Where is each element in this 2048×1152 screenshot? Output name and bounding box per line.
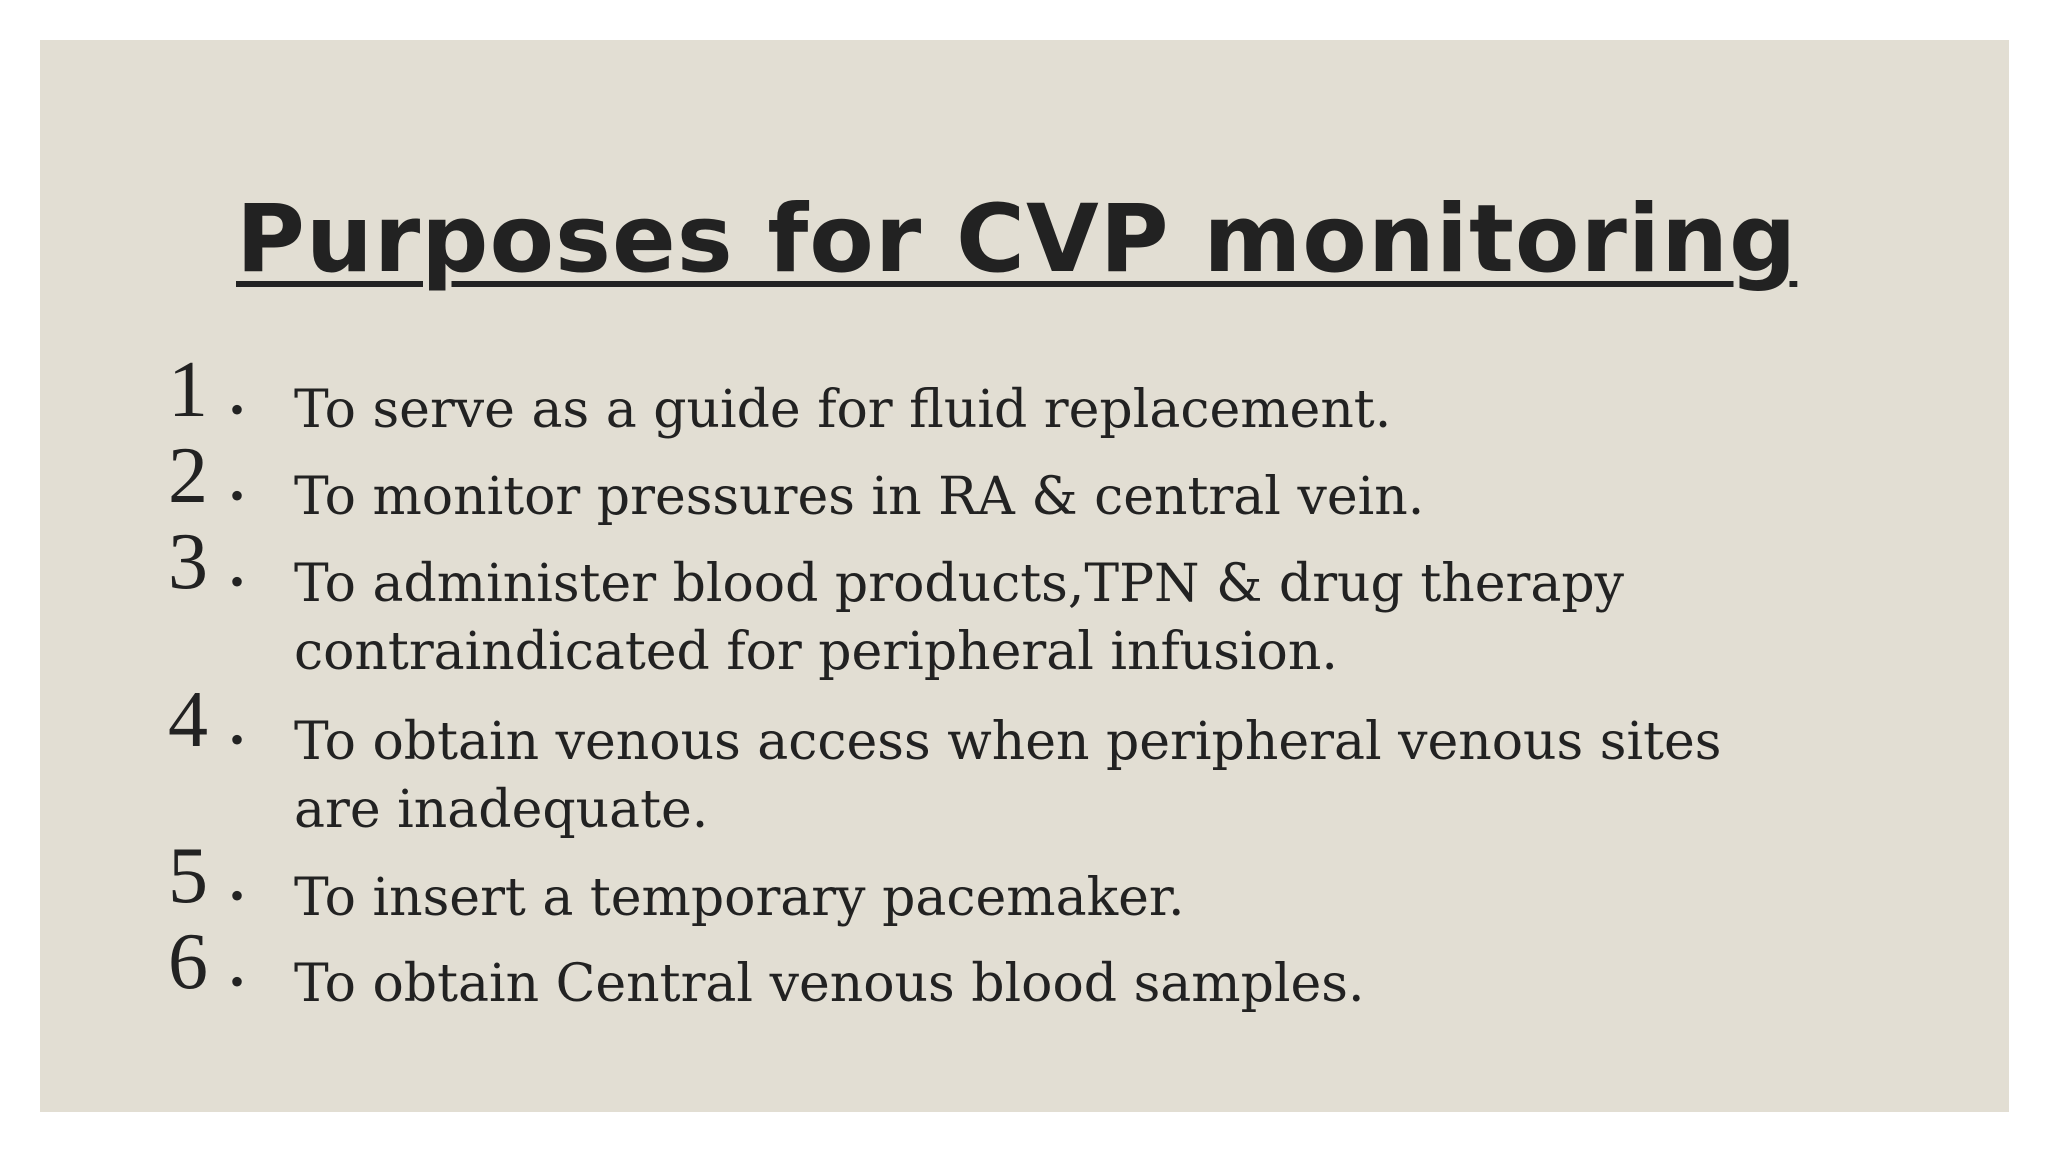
item-number: 1 (168, 346, 208, 434)
slide (40, 40, 2009, 1112)
item-number-dot: • (230, 559, 245, 604)
item-number: 4 (168, 676, 208, 764)
item-number: 6 (168, 918, 208, 1006)
item-number: 5 (168, 832, 208, 920)
item-text: To obtain venous access when peripheral venous sites are inadequate. (294, 712, 1722, 840)
item-text: To administer blood products,TPN & drug therapy contraindicated for peripheral infusion. (294, 554, 1625, 682)
item-text: To monitor pressures in RA & central vein. (294, 467, 1425, 527)
slide-title: Purposes for CVP monitoring (236, 185, 1798, 294)
item-number-dot: • (230, 387, 245, 432)
item-number-dot: • (230, 473, 245, 518)
item-number: 3 (168, 518, 208, 606)
item-number-dot: • (230, 873, 245, 918)
item-text: To insert a temporary pacemaker. (294, 868, 1185, 928)
item-number-dot: • (230, 959, 245, 1004)
item-text: To serve as a guide for fluid replacement. (294, 380, 1392, 440)
item-number-dot: • (230, 717, 245, 762)
item-text: To obtain Central venous blood samples. (294, 954, 1365, 1014)
purposes-list (40, 40, 2009, 1112)
item-number: 2 (168, 432, 208, 520)
